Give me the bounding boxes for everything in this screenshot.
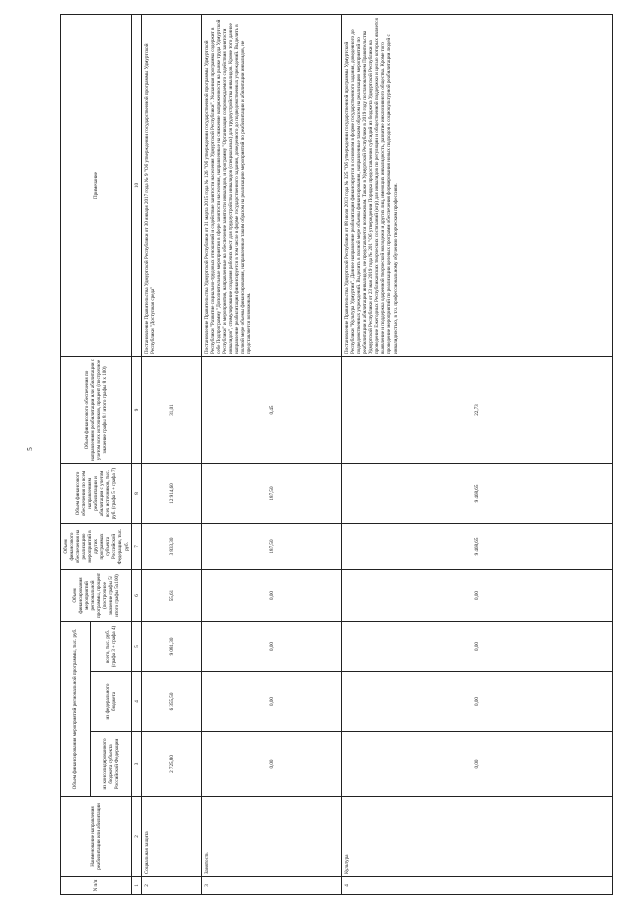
row-total: 0,00 xyxy=(342,622,613,672)
row-share-all: 31,01 xyxy=(142,357,202,464)
header-funding-group: Объем финансирования мероприятий региональной программы, тыс. руб. xyxy=(61,622,91,797)
column-number: 8 xyxy=(132,464,142,524)
row-all-sources: 187,50 xyxy=(202,464,342,524)
rotated-table-container xyxy=(60,15,613,895)
header-total: всего, тыс. руб. (графа 3 + графа 4) xyxy=(90,622,132,672)
header-name: Наименование направления реабилитации или абилитации xyxy=(61,797,132,877)
table-row xyxy=(142,15,202,895)
row-name: Социальная защита xyxy=(142,797,202,877)
row-federal: 6 355,50 xyxy=(142,672,202,732)
row-note: Постановление Правительства Удмуртской Республики от 31 марта 2015 года № 126 "Об утверждении государственной программы Удмуртской Республики "Развитие социально-трудовых отношений и содействие занятости населения Удмуртской Республики". Указанная программа содержит в себе Подпрограмму "Дополнительные мероприятия в сфере занятости населения, направленные на снижение напряженности на рынке труда Удмуртской Республики" и мероприятия, направленные на обеспечение занятости инвалидов, и программу "Организация сопровождаемого содействия занятости инвалидов", стимулирование создания рабочих мест для трудоустройства инвалидов (специальных) для трудоустройства инвалидов. Кроме того данное направление реабилитации финансируется в том числе в форме государственного задания, доведенного до подведомственных учреждений. Выделить в полной мере объемы финансирования, направленные таким образом на реализацию мероприятий по реабилитации и абилитации инвалидов, не представляется возможным. xyxy=(202,15,342,357)
table-row xyxy=(342,15,613,895)
row-n: 4 xyxy=(342,877,613,895)
row-other-programs: 187,50 xyxy=(202,524,342,570)
header-other-programs: Объем финансового обеспечения на реализацию мероприятий в других программах субъекта Российской Федерации, тыс. руб. xyxy=(61,524,132,570)
row-share-regional: 0,00 xyxy=(202,570,342,622)
row-other-programs: 3 833,30 xyxy=(142,524,202,570)
row-share-all: 22,73 xyxy=(342,357,613,464)
row-share-regional: 55,61 xyxy=(142,570,202,622)
row-total: 9 081,30 xyxy=(142,622,202,672)
header-share-regional: Объем финансирования мероприятий региональной программы, процент (построчное значение графы 5/итого графы 5х100) xyxy=(61,570,132,622)
row-share-all: 0,45 xyxy=(202,357,342,464)
rehabilitation-funding-table xyxy=(60,14,613,895)
column-number: 10 xyxy=(132,15,142,357)
row-n: 2 xyxy=(142,877,202,895)
header-all-sources: Объем финансового обеспечения по всем направлениям реабилитации и абилитации с учетом всех источников, тыс. руб. (графа 5 + графа 7) xyxy=(61,464,132,524)
row-name: Занятость xyxy=(202,797,342,877)
row-total: 0,00 xyxy=(202,622,342,672)
column-number: 9 xyxy=(132,357,142,464)
column-number: 7 xyxy=(132,524,142,570)
table-row xyxy=(202,15,342,895)
column-number: 6 xyxy=(132,570,142,622)
row-note: Постановление Правительства Удмуртской Республики от 30 января 2017 года № 9 "Об утверждении государственной программы Удмуртской Республики "Доступная среда" xyxy=(142,15,202,357)
column-number: 4 xyxy=(132,672,142,732)
column-number-row xyxy=(132,15,142,895)
column-number: 5 xyxy=(132,622,142,672)
header-note: Примечание xyxy=(61,15,132,357)
rotated-table-wrapper xyxy=(60,15,613,895)
row-n: 3 xyxy=(202,877,342,895)
header-consolidated: из консолидированного бюджета субъекта Российской Федерации xyxy=(90,732,132,797)
page-number: 5 xyxy=(25,447,34,451)
column-number: 3 xyxy=(132,732,142,797)
header-federal: из федерального бюджета xyxy=(90,672,132,732)
column-number: 1 xyxy=(132,877,142,895)
row-note: Постановление Правительства Удмуртской Республики от 08 июля 2013 года № 325 "Об утверждении государственной программы Удмуртской Республики "Культура Удмуртии". Данное направление реабилитации финансируется в основном в форме государственного задания, доведенного до подведомственных учреждений. Выделить в полной мере объемы финансирования, направленные таким образом на реализацию мероприятий по реабилитации и абилитации инвалидов, не представляется возможным. Также в Удмуртской Республике в 2019 году постановлением Правительства Удмуртской Республики от 23 мая 2019 года № 201 "Об утверждении Порядка предоставления субсидий из бюджета Удмуртской Республики на проведение Ежегодных Республиканских творческих состязаний (игр) для инвалидов по регуляции и общественной поддержки и целью которых является выявление и поддержка одаренной творческой молодежи и других лиц, имеющих инвалидность, развитие инклюзивного общества. Кроме того проведение мероприятий по реализации целевых программ обеспечения формирования новых подходов к социокультурной реабилитации людей с инвалидностью, в т.ч. профессиональному обучению творческим профессиям. xyxy=(342,15,613,357)
row-consolidated: 0,00 xyxy=(202,732,342,797)
row-consolidated: 0,00 xyxy=(342,732,613,797)
header-share-all: Объем финансового обеспечения по направлениям реабилитации или абилитации с учетом всех источников, процент (построчное значение графы 8 / итого графы 8 х 100) xyxy=(61,357,132,464)
row-consolidated: 2 725,80 xyxy=(142,732,202,797)
row-other-programs: 9 468,65 xyxy=(342,524,613,570)
row-name: Культура xyxy=(342,797,613,877)
row-federal: 0,00 xyxy=(342,672,613,732)
row-federal: 0,00 xyxy=(202,672,342,732)
column-number: 2 xyxy=(132,797,142,877)
row-all-sources: 9 468,65 xyxy=(342,464,613,524)
row-all-sources: 12 914,60 xyxy=(142,464,202,524)
header-n: N п/п xyxy=(61,877,132,895)
row-share-regional: 0,00 xyxy=(342,570,613,622)
